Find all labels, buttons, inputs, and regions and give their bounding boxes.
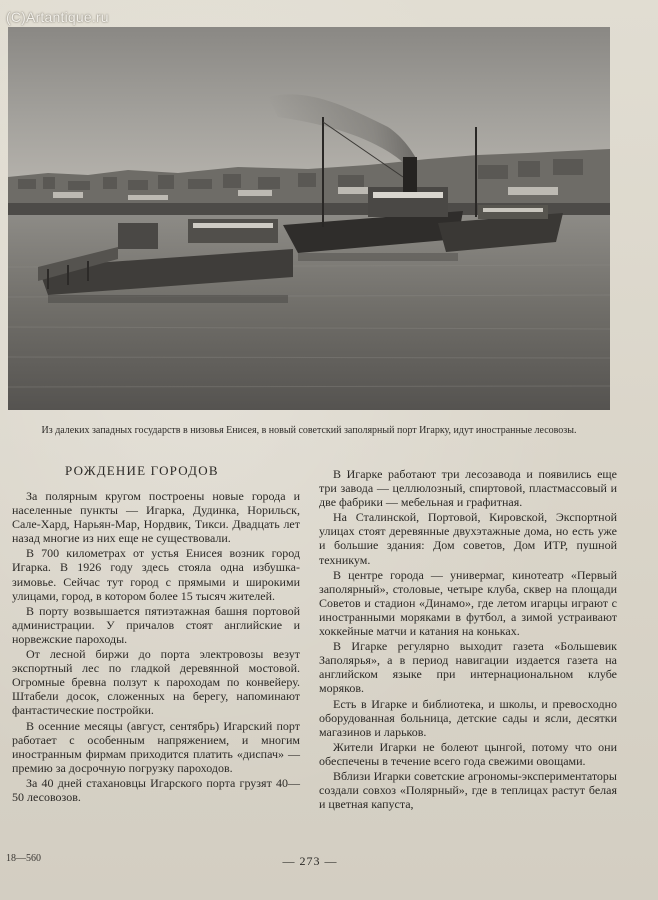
paragraph: От лесной биржи до порта электровозы везут экспортный лес по гладкой деревянной мостовой. Огромные бревна ползут к пароходам по конвейеру. Штабели досок, сложенных на берегу, напоминают фантастические постройки. [12, 647, 300, 718]
paragraph: На Сталинской, Портовой, Кировской, Экспортной улицах стоят деревянные двухэтажные дома, но есть уже и большие здания: Дом советов, Дом ИТР, пушной техникум. [319, 510, 617, 567]
paragraph: В центре города — универмаг, кинотеатр «Первый заполярный», столовые, четыре клуба, сквер на площади Советов и стадион «Динамо», где летом игарцы играют с иностранными моряками в футбол, а зимой устраивают хоккейные матчи и катания на коньках. [319, 567, 617, 639]
paragraph: В Игарке работают три лесозавода и появились еще три завода — целлюлозный, спиртовой, пластмассовый и две фабрики — мебельная и графитная. [319, 467, 617, 510]
article-column-right [319, 467, 617, 812]
page-number: — 273 — [282, 854, 338, 868]
harbor-photo [8, 27, 610, 410]
article-column-left [12, 489, 300, 805]
paragraph: Есть в Игарке и библиотека, и школы, и превосходно оборудованная больница, детские сады и ясли, десятки магазинов и ларьков. [319, 696, 617, 739]
paragraph: В Игарке регулярно выходит газета «Большевик Заполярья», а в период навигации издается газета на английском языке при интернациональном клубе моряков. [319, 639, 617, 696]
article-heading: РОЖДЕНИЕ ГОРОДОВ [65, 463, 219, 478]
paragraph: Жители Игарки не болеют цынгой, потому что они обеспечены в течение всего года свежими овощами. [319, 739, 617, 768]
watermark: (C)Artantique.ru [6, 9, 109, 25]
paragraph: В 700 километрах от устья Енисея возник город Игарка. В 1926 году здесь стояла одна избушка-зимовье. Сейчас тут город с прямыми и широкими улицами, город, в котором более 15 тысяч жителей. [12, 546, 300, 603]
printer-signature: 18—560 [6, 853, 41, 864]
paragraph: В осенние месяцы (август, сентябрь) Игарский порт работает с особенным напряжением, и многим иностранным фирмам приходится платить «диспач» — премию за досрочную погрузку пароходов. [12, 718, 300, 775]
photo-caption: Из далеких западных государств в низовья Енисея, в новый советский заполярный порт Игарку, идут иностранные лесовозы. [41, 425, 577, 436]
paragraph: В порту возвышается пятиэтажная башня портовой администрации. У причалов стоят английские и норвежские пароходы. [12, 603, 300, 646]
harbor-photo-icon [8, 27, 610, 410]
paragraph: За 40 дней стахановцы Игарского порта грузят 40—50 лесовозов. [12, 775, 300, 804]
paragraph: Вблизи Игарки советские агрономы-экспериментаторы создали совхоз «Полярный», где в теплицах растут белая и цветная капуста, [319, 768, 617, 812]
paragraph: За полярным кругом построены новые города и населенные пункты — Игарка, Дудинка, Норильск, Сале-Хард, Нарьян-Мар, Нордвик, Тикси. Двадцать лет назад многие из них еще не существовали. [12, 489, 300, 546]
